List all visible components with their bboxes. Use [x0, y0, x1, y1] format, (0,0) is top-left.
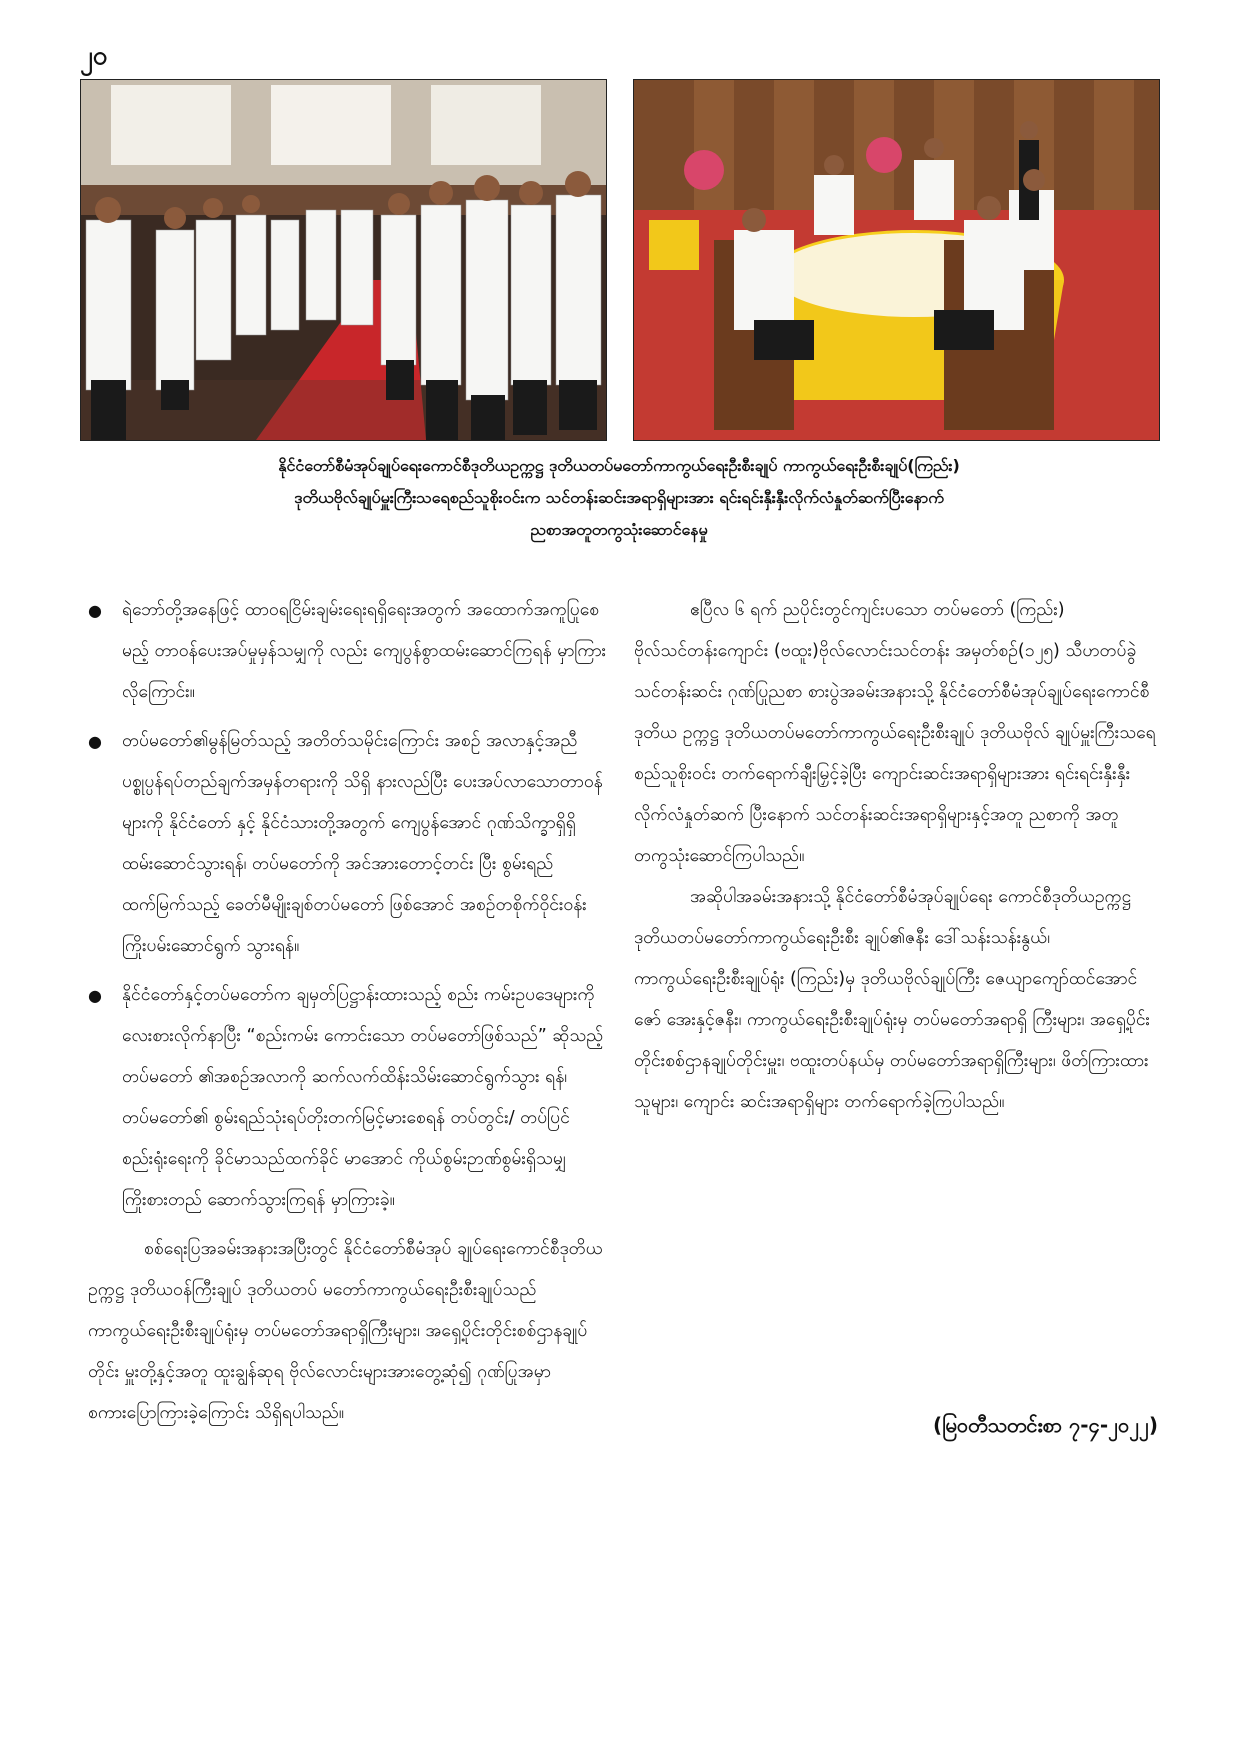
caption-line-1: နိုင်ငံတော်စီမံအုပ်ချုပ်ရေးကောင်စီဒုတိယဥက္ကဋ္ဌ ဒုတိယတပ်မတော်ကာကွယ်ရေးဦးစီးချုပ် ကာကွယ်ရေးဦးစီးချုပ်(ကြည်း): [278, 456, 960, 475]
right-paragraph-2: အဆိုပါအခမ်းအနားသို့ နိုင်ငံတော်စီမံအုပ်ချုပ်ရေး ကောင်စီဒုတိယဥက္ကဋ္ဌ ဒုတိယတပ်မတော်ကာကွယ်ရေးဦးစီး ချုပ်၏ဇနီး ဒေါ်သန်းသန်းနွယ်၊ ကာကွယ်ရေးဦးစီးချုပ်ရုံး (ကြည်း)မှ ဒုတိယဗိုလ်ချုပ်ကြီး ဇေယျာကျော်ထင်အောင်ဇော် အေးနှင့်ဇနီး၊ ကာကွယ်ရေးဦးစီးချုပ်ရုံးမှ တပ်မတော်အရာရှိ ကြီးများ၊ အရှေ့ပိုင်းတိုင်းစစ်ဌာနချုပ်တိုင်းမှူး၊ ဗထူးတပ်နယ်မှ တပ်မတော်အရာရှိကြီးများ၊ ဖိတ်ကြားထားသူများ၊ ကျောင်း ဆင်းအရာရှိများ တက်ရောက်ခဲ့ကြပါသည်။: [634, 887, 1151, 1112]
bullet-item-1: ● ရဲဘော်တို့အနေဖြင့် ထာဝရငြိမ်းချမ်းရေးရရှိရေးအတွက် အထောက်အကူပြုစေမည့် တာဝန်ပေးအပ်မှုမှန်သမျှကို လည်း ကျေပွန်စွာထမ်းဆောင်ကြရန် မှာကြားလိုကြောင်း။: [88, 590, 608, 713]
ceremony-reception-image: [81, 80, 606, 440]
bullet-item-3: ● နိုင်ငံတော်နှင့်တပ်မတော်က ချမှတ်ပြဋ္ဌာန်းထားသည့် စည်း ကမ်းဥပဒေများကို လေးစားလိုက်နာပြီး “စည်းကမ်း ကောင်းသော တပ်မတော်ဖြစ်သည်” ဆိုသည့် တပ်မတော် ၏အစဉ်အလာကို ဆက်လက်ထိန်းသိမ်းဆောင်ရွက်သွား ရန်၊ တပ်မတော်၏ စွမ်းရည်သုံးရပ်တိုးတက်မြင့်မားစေရန် တပ်တွင်း/ တပ်ပြင်စည်းရုံးရေးကို ခိုင်မာသည်ထက်ခိုင် မာအောင် ကိုယ်စွမ်းဉာဏ်စွမ်းရှိသမျှ ကြိုးစားတည် ဆောက်သွားကြရန် မှာကြားခဲ့။: [88, 975, 608, 1221]
caption-line-3: ညစာအတူတကွသုံးဆောင်နေမှု: [530, 520, 708, 539]
photo-caption: [80, 450, 1158, 546]
dinner-table-image: [634, 80, 1159, 440]
right-paragraph-1: ဧပြီလ ၆ ရက် ညပိုင်းတွင်ကျင်းပသော တပ်မတော် (ကြည်း) ဗိုလ်သင်တန်းကျောင်း (ဗထူး)ဗိုလ်လောင်းသင်တန်း အမှတ်စဉ်(၁၂၅) သီဟတပ်ခွဲ သင်တန်းဆင်း ဂုဏ်ပြုညစာ စားပွဲအခမ်းအနားသို့ နိုင်ငံတော်စီမံအုပ်ချုပ်ရေးကောင်စီဒုတိယ ဥက္ကဋ္ဌ ဒုတိယတပ်မတော်ကာကွယ်ရေးဦးစီးချုပ် ဒုတိယဗိုလ် ချုပ်မှူးကြီးသရေစည်သူစိုးဝင်း တက်ရောက်ချီးမြှင့်ခဲ့ပြီး ကျောင်းဆင်းအရာရှိများအား ရင်းရင်းနှီးနှီးလိုက်လံနှုတ်ဆက် ပြီးနောက် သင်တန်းဆင်းအရာရှိများနှင့်အတူ ညစာကို အတူ တကွသုံးဆောင်ကြပါသည်။: [634, 600, 1156, 866]
right-column: [634, 590, 1156, 1123]
left-paragraph-1: စစ်ရေးပြအခမ်းအနားအပြီးတွင် နိုင်ငံတော်စီမံအုပ် ချုပ်ရေးကောင်စီဒုတိယဥက္ကဋ္ဌ ဒုတိယဝန်ကြီးချုပ် ဒုတိယတပ် မတော်ကာကွယ်ရေးဦးစီးချုပ်သည် ကာကွယ်ရေးဦးစီးချုပ်ရုံးမှ တပ်မတော်အရာရှိကြီးများ၊ အရှေ့ပိုင်းတိုင်းစစ်ဌာနချုပ်တိုင်း မှူးတို့နှင့်အတူ ထူးချွန်ဆုရ ဗိုလ်လောင်းများအားတွေ့ဆုံ၍ ဂုဏ်ပြုအမှာစကားပြောကြားခဲ့ကြောင်း သိရှိရပါသည်။: [88, 1239, 603, 1423]
dinner-table-photo: [633, 79, 1160, 441]
ceremony-reception-photo: [80, 79, 607, 441]
caption-line-2: ဒုတိယဗိုလ်ချုပ်မှူးကြီးသရေစည်သူစိုးဝင်းက သင်တန်းဆင်းအရာရှိများအား ရင်းရင်းနှီးနှီးလိုက်လံနှုတ်ဆက်ပြီးနောက်: [294, 488, 944, 507]
page-number: ၂၀: [80, 41, 108, 71]
source-citation: (မြဝတီသတင်းစာ ၇-၄-၂၀၂၂): [932, 1413, 1158, 1437]
bullet-item-2: ● တပ်မတော်၏မွန်မြတ်သည့် အတိတ်သမိုင်းကြောင်း အစဉ် အလာနှင့်အညီ ပစ္စုပ္ပန်ရပ်တည်ချက်အမှန်တရားကို သိရှိ နားလည်ပြီး ပေးအပ်လာသောတာဝန်များကို နိုင်ငံတော် နှင့် နိုင်ငံသားတို့အတွက် ကျေပွန်အောင် ဂုဏ်သိက္ခာရှိရှိ ထမ်းဆောင်သွားရန်၊ တပ်မတော်ကို အင်အားတောင့်တင်း ပြီး စွမ်းရည်ထက်မြက်သည့် ခေတ်မီမျိုးချစ်တပ်မတော် ဖြစ်အောင် အစဉ်တစိုက်ဝိုင်းဝန်းကြိုးပမ်းဆောင်ရွက် သွားရန်။: [88, 721, 608, 967]
left-column: [88, 590, 608, 1434]
